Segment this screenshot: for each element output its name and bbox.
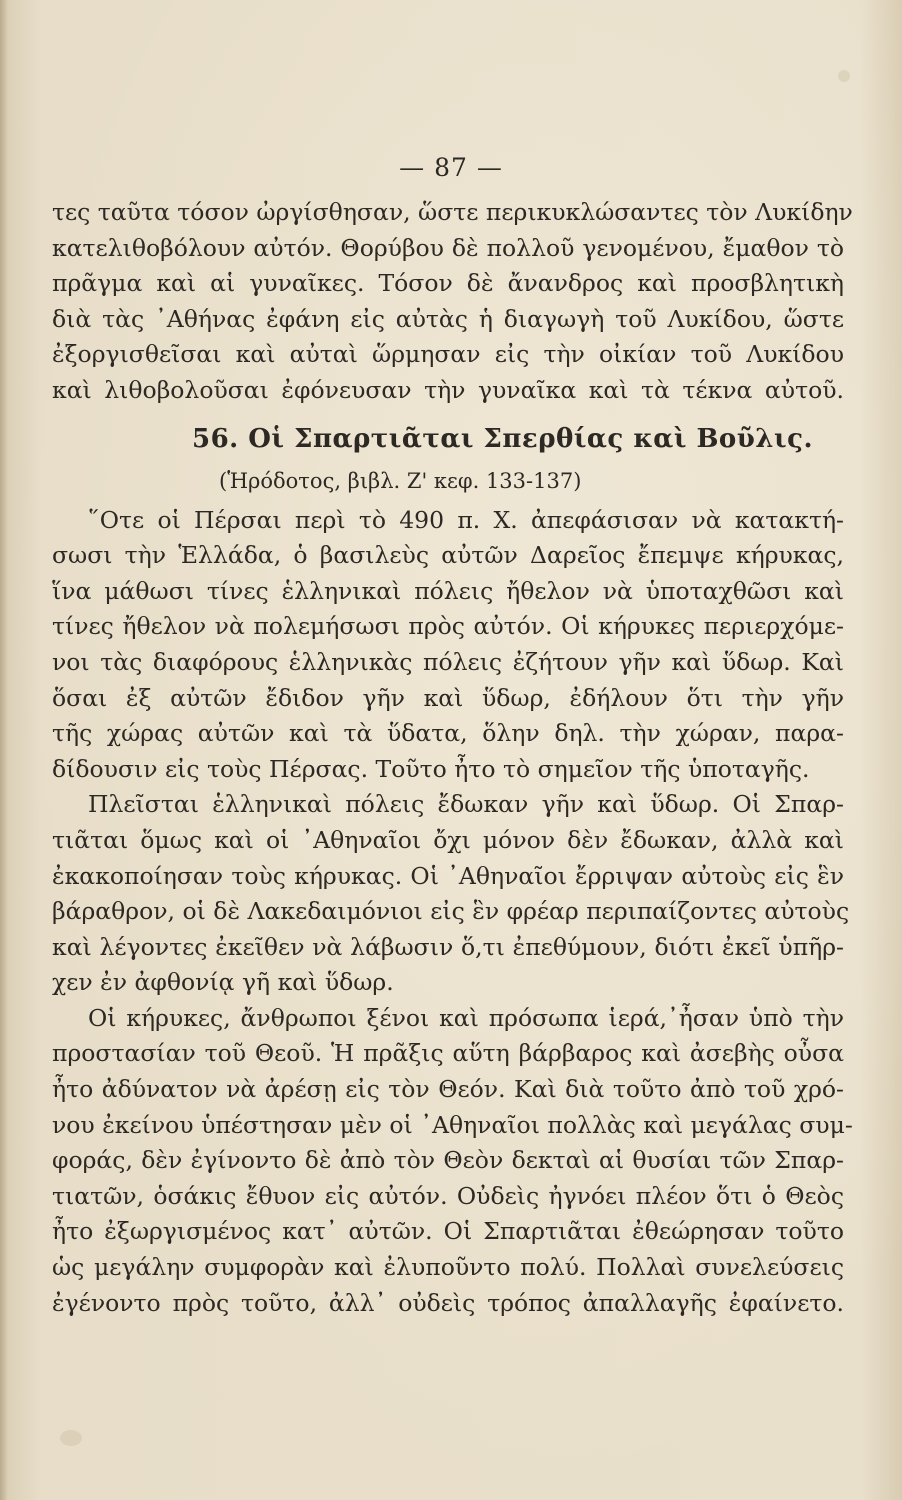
text-line: ὡς μεγάλην συμφορὰν καὶ ἐλυποῦντο πολύ. Πολλαὶ συνελεύσεις — [52, 1253, 844, 1282]
text-line: νου ἐκείνου ὑπέστησαν μὲν οἱ ᾽Αθηναῖοι πολλὰς καὶ μεγάλας συμ- — [52, 1110, 853, 1139]
paragraph-2 — [52, 503, 844, 788]
text-line: τες ταῦτα τόσον ὠργίσθησαν, ὥστε περικυκλώσαντες τὸν Λυκίδην — [52, 198, 853, 226]
text-line: Οἱ κήρυκες, ἄνθρωποι ξένοι καὶ πρόσωπα ἱερά,᾽ἦσαν ὑπὸ τὴν — [88, 1003, 844, 1032]
text-line: καὶ λέγοντες ἐκεῖθεν νὰ λάβωσιν ὅ,τι ἐπεθύμουν, διότι ἐκεῖ ὑπῆρ- — [52, 932, 844, 961]
section-heading: 56. Οἱ Σπαρτιᾶται Σπερθίας καὶ Βοῦλις. — [192, 423, 813, 454]
text-line: σωσι τὴν Ἑλλάδα, ὁ βασιλεὺς αὐτῶν Δαρεῖος ἔπεμψε κήρυκας, — [52, 541, 844, 570]
text-line: ὅσαι ἐξ αὐτῶν ἔδιδον γῆν καὶ ὕδωρ, ἐδήλουν ὅτι τὴν γῆν — [52, 683, 844, 712]
text-line: φοράς, δὲν ἐγίνοντο δὲ ἀπὸ τὸν Θεὸν δεκταὶ αἱ θυσίαι τῶν Σπαρ- — [52, 1146, 844, 1175]
paragraph-3 — [52, 787, 850, 1001]
text-line: ἦτο ἐξωργισμένος κατ᾽ αὐτῶν. Οἱ Σπαρτιᾶται ἐθεώρησαν τοῦτο — [52, 1217, 844, 1246]
page-number: — 87 — — [399, 153, 503, 182]
text-line: διὰ τὰς ᾽Αθήνας ἐφάνη εἰς αὐτὰς ἡ διαγωγὴ τοῦ Λυκίδου, ὥστε — [52, 304, 844, 333]
binding-edge — [0, 0, 8, 1500]
text-line: ἦτο ἀδύνατον νὰ ἀρέσῃ εἰς τὸν Θεόν. Καὶ διὰ τοῦτο ἀπὸ τοῦ χρό- — [52, 1075, 844, 1104]
text-line: ῞Οτε οἱ Πέρσαι περὶ τὸ 490 π. Χ. ἀπεφάσισαν νὰ κατακτή- — [88, 505, 844, 534]
text-line: βάραθρον, οἱ δὲ Λακεδαιμόνιοι εἰς ἓν φρέαρ περιπαίζοντες αὐτοὺς — [52, 897, 850, 926]
paragraph-1 — [52, 195, 853, 409]
paper-stain — [838, 70, 850, 82]
paragraph-4 — [52, 1001, 853, 1321]
text-line: καὶ λιθοβολοῦσαι ἐφόνευσαν τὴν γυναῖκα καὶ τὰ τέκνα αὐτοῦ. — [52, 375, 844, 404]
text-line: ἵνα μάθωσι τίνες ἑλληνικαὶ πόλεις ἤθελον νὰ ὑποταχθῶσι καὶ — [52, 576, 844, 605]
text-line: νοι τὰς διαφόρους ἑλληνικὰς πόλεις ἐζήτουν γῆν καὶ ὕδωρ. Καὶ — [52, 647, 844, 676]
text-line: ἐκακοποίησαν τοὺς κήρυκας. Οἱ ᾽Αθηναῖοι ἔρριψαν αὐτοὺς εἰς ἓν — [52, 861, 844, 890]
text-line: προστασίαν τοῦ Θεοῦ. Ἡ πρᾶξις αὕτη βάρβαρος καὶ ἀσεβὴς οὖσα — [52, 1039, 844, 1068]
body-text — [52, 195, 853, 1321]
text-line: κατελιθοβόλουν αὐτόν. Θορύβου δὲ πολλοῦ γενομένου, ἔμαθον τὸ — [52, 233, 844, 262]
text-line: τιᾶται ὅμως καὶ οἱ ᾽Αθηναῖοι ὄχι μόνον δὲν ἔδωκαν, ἀλλὰ καὶ — [52, 825, 844, 854]
text-line: ἐξοργισθεῖσαι καὶ αὐταὶ ὥρμησαν εἰς τὴν οἰκίαν τοῦ Λυκίδου — [52, 340, 844, 369]
text-line: Πλεῖσται ἑλληνικαὶ πόλεις ἔδωκαν γῆν καὶ ὕδωρ. Οἱ Σπαρ- — [88, 790, 844, 819]
text-line: τῆς χώρας αὐτῶν καὶ τὰ ὕδατα, ὅλην δηλ. τὴν χώραν, παρα- — [52, 719, 844, 748]
text-line: πρᾶγμα καὶ αἱ γυναῖκες. Τόσον δὲ ἄνανδρος καὶ προσβλητικὴ — [52, 269, 844, 298]
text-line: δίδουσιν εἰς τοὺς Πέρσας. Τοῦτο ἦτο τὸ σημεῖον τῆς ὑποταγῆς. — [52, 754, 810, 783]
text-line: χεν ἐν ἀφθονίᾳ γῆ καὶ ὕδωρ. — [52, 968, 394, 997]
text-line: ἐγένοντο πρὸς τοῦτο, ἀλλ᾽ οὐδεὶς τρόπος ἀπαλλαγῆς ἐφαίνετο. — [52, 1288, 844, 1317]
section-citation: (Ἡρόδοτος, βιβλ. Ζ' κεφ. 133-137) — [219, 468, 582, 493]
text-line: τιατῶν, ὁσάκις ἔθυον εἰς αὐτόν. Οὐδεὶς ἠγνόει πλέον ὅτι ὁ Θεὸς — [52, 1181, 844, 1210]
text-line: τίνες ἤθελον νὰ πολεμήσωσι πρὸς αὐτόν. Οἱ κήρυκες περιερχόμε- — [52, 612, 844, 641]
paper-stain — [60, 1430, 82, 1446]
